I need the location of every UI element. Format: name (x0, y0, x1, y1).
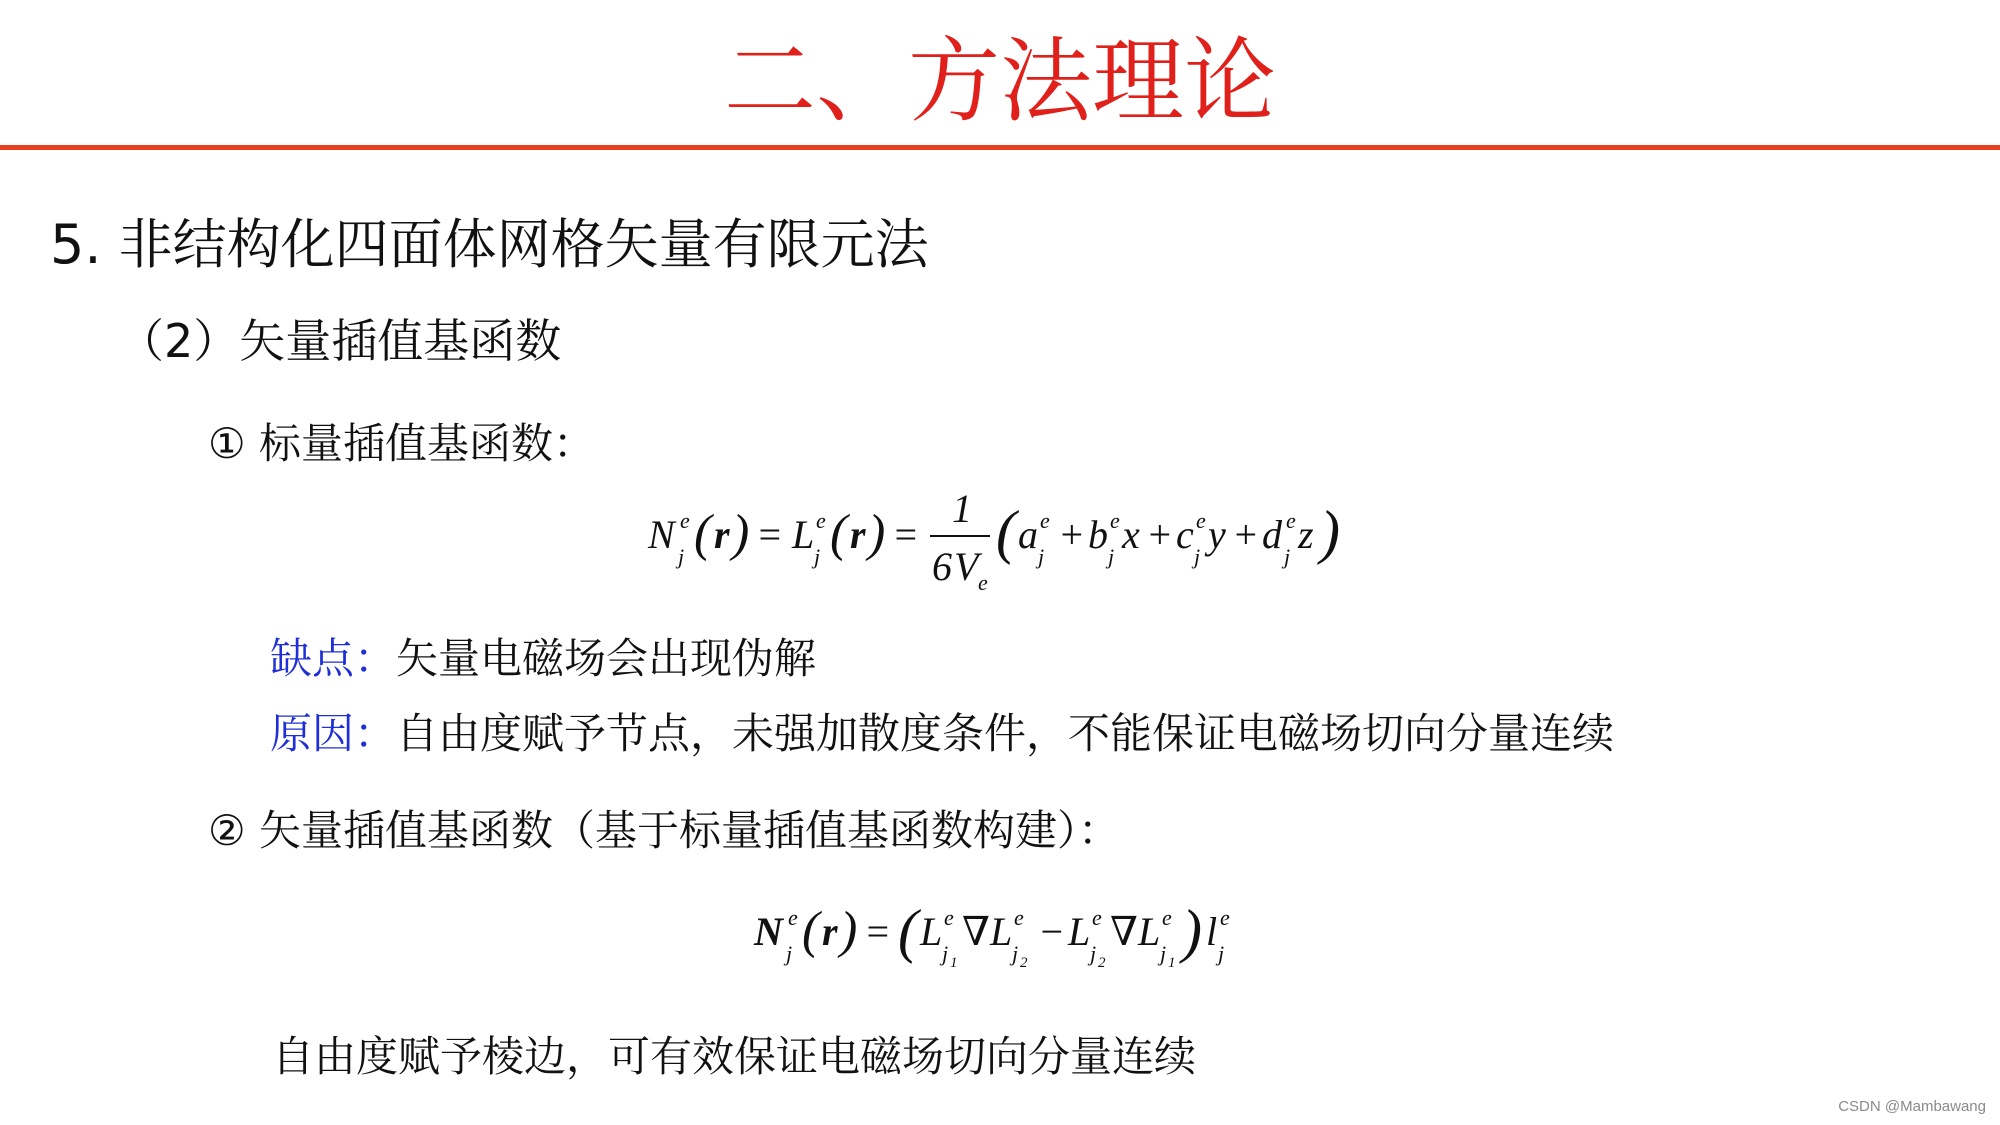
svg-text:(: ( (996, 499, 1016, 565)
svg-text:2: 2 (1098, 955, 1106, 971)
svg-text:=: = (864, 909, 891, 954)
svg-text:r: r (822, 909, 838, 954)
svg-text:e: e (944, 905, 954, 930)
svg-text:V: V (954, 544, 979, 589)
svg-text:e: e (1220, 905, 1230, 930)
svg-text:j: j (1218, 941, 1225, 966)
svg-text:L: L (1138, 909, 1161, 954)
svg-text:L: L (1068, 909, 1091, 954)
svg-text:e: e (1286, 508, 1296, 533)
svg-text:1: 1 (950, 955, 958, 971)
svg-text:j: j (1284, 544, 1291, 569)
svg-text:e: e (1040, 508, 1050, 533)
svg-text:−: − (1038, 909, 1065, 954)
svg-text:a: a (1018, 512, 1038, 557)
svg-text:b: b (1088, 512, 1108, 557)
drawback-label: 缺点： (270, 634, 397, 683)
svg-text:L: L (990, 909, 1013, 954)
drawback-note (270, 631, 816, 687)
svg-text:=: = (892, 512, 919, 557)
svg-text:x: x (1122, 512, 1140, 557)
vector-basis-formula (748, 895, 1268, 985)
scalar-basis-formula (640, 488, 1360, 598)
svg-text:+: + (1058, 512, 1085, 557)
svg-text:=: = (756, 512, 783, 557)
svg-text:c: c (1176, 512, 1194, 557)
item-vector-basis: ② 矢量插值基函数（基于标量插值基函数构建）： (208, 806, 1121, 855)
svg-text:j: j (1090, 941, 1097, 966)
svg-text:∇: ∇ (962, 909, 990, 954)
svg-text:e: e (1014, 905, 1024, 930)
svg-text:L: L (792, 512, 815, 557)
watermark: CSDN @Mambawang (1838, 1098, 1986, 1115)
svg-text:j: j (1012, 941, 1019, 966)
svg-text:e: e (680, 508, 690, 533)
subsection-heading: （2）矢量插值基函数 (118, 314, 562, 368)
section-heading: 5. 非结构化四面体网格矢量有限元法 (50, 213, 929, 276)
closing-statement: 自由度赋予棱边，可有效保证电磁场切向分量连续 (272, 1032, 1197, 1081)
svg-text:e: e (1110, 508, 1120, 533)
svg-text:): ) (868, 505, 886, 562)
svg-text:(: ( (898, 898, 918, 964)
svg-text:2: 2 (1020, 955, 1028, 971)
svg-text:1: 1 (952, 488, 972, 531)
svg-text:): ) (840, 902, 858, 959)
reason-note (270, 706, 1614, 762)
svg-text:r: r (850, 512, 866, 557)
svg-text:e: e (816, 508, 826, 533)
svg-text:j: j (1160, 941, 1167, 966)
svg-text:∇: ∇ (1110, 909, 1138, 954)
svg-text:): ) (732, 505, 750, 562)
svg-text:e: e (788, 905, 798, 930)
svg-text:z: z (1298, 512, 1314, 557)
reason-label: 原因： (270, 709, 397, 758)
svg-text:j: j (1108, 544, 1115, 569)
svg-text:): ) (1182, 898, 1202, 964)
svg-text:y: y (1208, 512, 1226, 557)
svg-text:(: ( (802, 902, 820, 959)
svg-text:+: + (1146, 512, 1173, 557)
svg-text:(: ( (830, 505, 848, 562)
svg-text:d: d (1262, 512, 1282, 557)
svg-text:r: r (714, 512, 730, 557)
reason-text: 自由度赋予节点，未强加散度条件，不能保证电磁场切向分量连续 (396, 709, 1615, 758)
svg-text:e: e (1196, 508, 1206, 533)
svg-text:+: + (1232, 512, 1259, 557)
svg-text:j: j (678, 544, 685, 569)
svg-text:): ) (1320, 499, 1340, 565)
slide-title: 二、方法理论 (723, 28, 1276, 135)
svg-text:j: j (942, 941, 949, 966)
svg-text:j: j (1194, 544, 1201, 569)
svg-text:1: 1 (1168, 955, 1176, 971)
svg-text:e: e (1092, 905, 1102, 930)
svg-text:e: e (1162, 905, 1172, 930)
svg-text:j: j (1038, 544, 1045, 569)
drawback-text: 矢量电磁场会出现伪解 (396, 634, 817, 683)
svg-text:6: 6 (932, 544, 952, 589)
title-divider (0, 145, 2000, 150)
svg-text:j: j (786, 941, 793, 966)
svg-text:e: e (978, 570, 988, 595)
svg-text:l: l (1206, 909, 1218, 954)
svg-text:j: j (814, 544, 821, 569)
svg-text:N: N (754, 909, 783, 954)
svg-text:L: L (920, 909, 943, 954)
svg-text:N: N (648, 512, 675, 557)
svg-text:(: ( (694, 505, 712, 562)
item-scalar-basis: ① 标量插值基函数： (208, 419, 596, 468)
